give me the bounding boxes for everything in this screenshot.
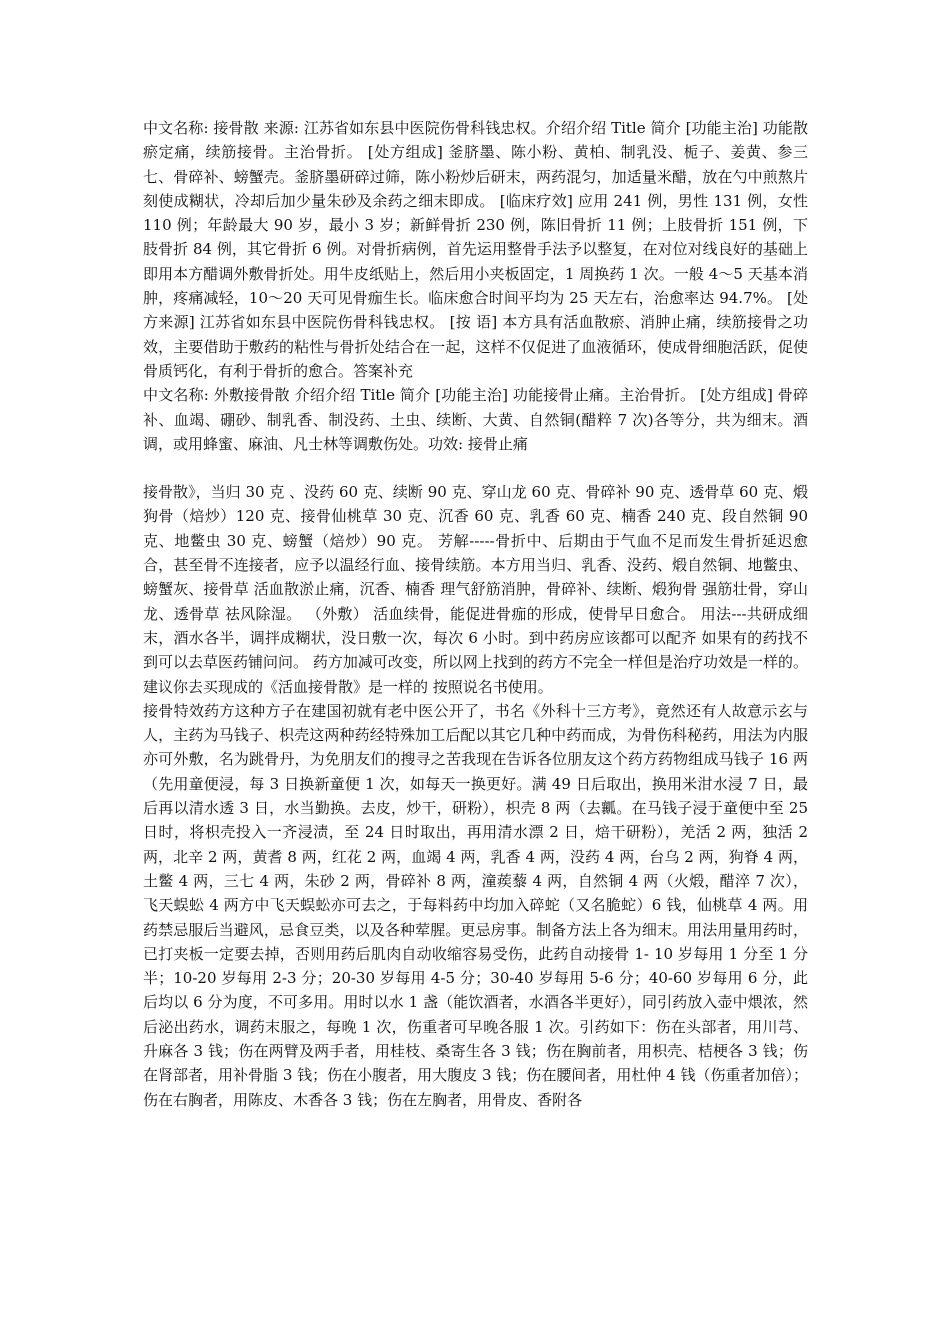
paragraph-jiegusan: 中文名称: 接骨散 来源: 江苏省如东县中医院伤骨科钱忠权。介绍介绍 Title 简介 [功能主治] 功能散瘀定痛，续筋接骨。主治骨折。 [处方组成] 釜脐墨、陈小粉、黄柏、制乳没、栀子、姜黄、参三七、骨碎补、螃蟹壳。釜脐墨研碎过筛，陈小粉炒后研末，两药混匀，加适量米醋，放在勺中煎熬片刻使成糊状，冷却后加少量朱砂及余药之细末即成。 [临床疗效] 应用 241 例，男性 131 例，女性 110 例；年龄最大 90 岁，最小 3 岁；新鲜骨折 230 例，陈旧骨折 11 例；上肢骨折 151 例，下肢骨折 84 例，其它骨折 6 例。对骨折病例，首先运用整骨手法予以整复，在对位对线良好的基础上即用本方醋调外敷骨折处。用牛皮纸贴上，然后用小夹板固定，1 周换药 1 次。一般 4～5 天基本消肿，疼痛减轻，10～20 天可见骨痂生长。临床愈合时间平均为 25 天左右，治愈率达 94.7%。 [处方来源] 江苏省如东县中医院伤骨科钱忠权。 [按 语] 本方具有活血散瘀、消肿止痛，续筋接骨之功效，主要借助于敷药的粘性与骨折处结合在一起，这样不仅促进了血液循环，使成骨细胞活跃，促使骨质钙化，有利于骨折的愈合。答案补充 xyxy=(143,119,808,380)
paragraph-tiaogudan: 接骨特效药方这种方子在建国初就有老中医公开了，书名《外科十三方考》，竟然还有人故意示玄与人，主药为马钱子、枳壳这两种药经特殊加工后配以其它几种中药而成，为骨伤科秘药，用法为内服亦可外敷，名为跳骨丹，为免朋友们的搜寻之苦我现在告诉各位朋友这个药方药物组成马钱子 16 两（先用童便浸，每 3 日换新童便 1 次，如每天一换更好。满 49 日后取出，换用米泔水浸 7 日，最后再以清水透 3 日，水当勤换。去皮，炒干，研粉），枳壳 8 两（去瓤。在马钱子浸于童便中至 25 日时，将枳壳投入一齐浸渍，至 24 日时取出，再用清水漂 2 日，焙干研粉），羌活 2 两，独活 2 两，北辛 2 两，黄耆 8 两，红花 2 两，血竭 4 两，乳香 4 两，没药 4 两，台乌 2 两，狗脊 4 两，土鳖 4 两，三七 4 两，朱砂 2 两，骨碎补 8 两，潼蒺藜 4 两，自然铜 4 两（火煅，醋淬 7 次），飞天蜈蚣 4 两方中飞天蜈蚣亦可去之，于每料药中均加入碎蛇（又名脆蛇）6 钱，仙桃草 4 两。用药禁忌服后当避风，忌食豆类，以及各种荤腥。更忌房事。制备方法上各为细末。用法用量用药时，已打夹板一定要去掉，否则用药后肌肉自动收缩容易受伤，此药自动接骨 1- 10 岁每用 1 分至 1 分半；10-20 岁每用 2-3 分；20-30 岁每用 4-5 分；30-40 岁每用 5-6 分；40-60 岁每用 6 分，此后均以 6 分为度，不可多用。用时以水 1 盏（能饮酒者，水酒各半更好），同引药放入壶中煨浓，然后泌出药水，调药末服之，每晚 1 次，伤重者可早晚各服 1 次。引药如下：伤在头部者，用川芎、升麻各 3 钱；伤在两臂及两手者，用桂枝、桑寄生各 3 钱；伤在胸前者，用枳壳、桔梗各 3 钱；伤在肾部者，用补骨脂 3 钱；伤在小腹者，用大腹皮 3 钱；伤在腰间者，用杜仲 4 钱（伤重者加倍）；伤在右胸者，用陈皮、木香各 3 钱；伤在左胸者，用骨皮、香附各 xyxy=(143,701,808,1109)
paragraph-waifu-jiegusan: 中文名称: 外敷接骨散 介绍介绍 Title 简介 [功能主治] 功能接骨止痛。主治骨折。 [处方组成] 骨碎补、血竭、硼砂、制乳香、制没药、土虫、续断、大黄、自然铜(醋粹 7 次)各等分，共为细末。酒调，或用蜂蜜、麻油、凡士林等调敷伤处。功效: 接骨止痛 xyxy=(143,386,808,453)
paragraph-gap xyxy=(143,456,808,480)
document-page xyxy=(143,116,808,1112)
paragraph-huoxue-jiegusan: 接骨散》，当归 30 克 、没药 60 克、续断 90 克、穿山龙 60 克、骨碎补 90 克、透骨草 60 克、煅狗骨（焙炒）120 克、接骨仙桃草 30 克、沉香 60 克、乳香 60 克、楠香 240 克、段自然铜 90 克、地鳖虫 30 克、螃蟹（焙炒）90 克。 芳解-----骨折中、后期由于气血不足而发生骨折延迟愈合，甚至骨不连接者，应予以温经行血、接骨续筋。本方用当归、乳香、没药、煅自然铜、地鳖虫、螃蟹灰、接骨草 活血散淤止痛，沉香、楠香 理气舒筋消肿，骨碎补、续断、煅狗骨 强筋壮骨，穿山龙、透骨草 祛风除湿。 （外敷） 活血续骨，能促进骨痂的形成，使骨早日愈合。 用法---共研成细末，酒水各半，调拌成糊状，没日敷一次，每次 6 小时。到中药房应该都可以配齐 如果有的药找不到可以去草医药铺问问。 药方加减可改变，所以网上找到的药方不完全一样但是治疗功效是一样的。建议你去买现成的《活血接骨散》是一样的 按照说名书使用。 xyxy=(143,483,808,696)
